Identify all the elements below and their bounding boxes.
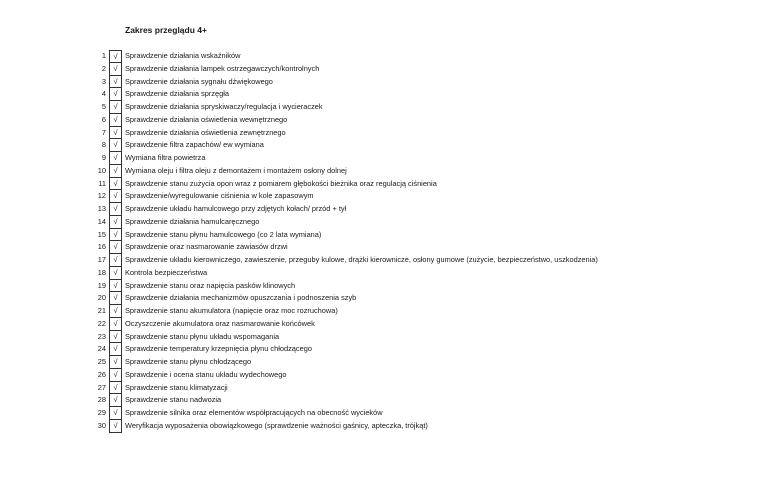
- checkmark-cell: √: [109, 382, 122, 395]
- item-description: Sprawdzenie działania wskaźników: [125, 51, 241, 60]
- row-number: 22: [97, 318, 106, 328]
- item-description: Sprawdzenie stanu klimatyzacji: [125, 382, 228, 392]
- checkmark-cell: √: [109, 420, 122, 433]
- item-description: Sprawdzenie działania oświetlenia wewnętrznego: [125, 114, 288, 124]
- row-number: 7: [101, 127, 106, 137]
- item-description: Sprawdzenie działania mechanizmów opuszczania i podnoszenia szyb: [125, 293, 357, 303]
- row-number: 6: [101, 114, 106, 124]
- checklist-row: [79, 216, 699, 229]
- item-description: Sprawdzenie działania hamulcaręcznego: [125, 216, 260, 226]
- checklist-row: [79, 356, 699, 369]
- item-description: Sprawdzenie filtra zapachów/ ew wymiana: [125, 140, 264, 150]
- checklist-row: [79, 203, 699, 216]
- checklist-row: [79, 229, 699, 242]
- checklist-row: [79, 152, 699, 165]
- item-description: Sprawdzenie oraz nasmarowanie zawiasów drzwi: [125, 242, 288, 252]
- checkmark-cell: √: [109, 63, 122, 76]
- item-description: Sprawdzenie stanu zużycia opon wraz z pomiarem głębokości bieżnika oraz regulacją ciśnienia: [125, 178, 437, 188]
- item-description: Sprawdzenie działania sygnału dźwiękowego: [125, 76, 273, 86]
- row-number: 12: [97, 191, 106, 201]
- item-description: Sprawdzenie działania lampek ostrzegawczych/kontrolnych: [125, 63, 320, 73]
- item-description: Weryfikacja wyposażenia obowiązkowego (sprawdzenie ważności gaśnicy, apteczka, trójkąt): [125, 420, 428, 430]
- checklist-row: [79, 280, 699, 293]
- row-number: 27: [97, 382, 106, 392]
- item-description: Sprawdzenie stanu płynu hamulcowego (co 2 lata wymiana): [125, 229, 322, 239]
- checkmark-cell: √: [109, 343, 122, 356]
- row-number: 2: [101, 63, 106, 73]
- checkmark-cell: √: [109, 101, 122, 114]
- checkmark-cell: √: [109, 165, 122, 178]
- checklist-row: [79, 50, 699, 63]
- checkmark-cell: √: [109, 127, 122, 140]
- checklist-row: [79, 382, 699, 395]
- checkmark-cell: √: [109, 190, 122, 203]
- row-number: 20: [97, 293, 106, 303]
- inspection-checklist: [79, 50, 699, 433]
- row-number: 11: [98, 178, 106, 188]
- row-number: 21: [97, 306, 106, 315]
- item-description: Sprawdzenie stanu płynu układu wspomagania: [125, 331, 280, 341]
- item-description: Sprawdzenie i ocena stanu układu wydechowego: [125, 369, 287, 379]
- checkmark-cell: √: [109, 178, 122, 191]
- checkmark-cell: √: [109, 203, 122, 216]
- item-description: Sprawdzenie działania oświetlenia zewnętrznego: [125, 127, 286, 137]
- row-number: 10: [97, 165, 106, 175]
- checklist-row: [79, 267, 699, 280]
- checkmark-cell: √: [109, 114, 122, 127]
- checklist-row: [79, 178, 699, 191]
- checkmark-cell: √: [109, 216, 122, 229]
- checklist-row: [79, 305, 699, 318]
- checkmark-cell: √: [109, 254, 122, 267]
- row-number: 28: [97, 395, 106, 405]
- checklist-row: [79, 76, 699, 89]
- checklist-row: [79, 114, 699, 127]
- checkmark-cell: √: [109, 394, 122, 407]
- item-description: Sprawdzenie stanu płynu chłodzącego: [125, 357, 252, 366]
- checklist-row: [79, 407, 699, 420]
- item-description: Sprawdzenie działania spryskiwaczy/regulacja i wycieraczek: [125, 102, 323, 111]
- row-number: 17: [97, 255, 106, 264]
- checklist-row: [79, 127, 699, 140]
- item-description: Sprawdzenie układu hamulcowego przy zdjętych kołach/ przód + tył: [125, 204, 347, 213]
- row-number: 29: [97, 408, 106, 417]
- checkmark-cell: √: [109, 356, 122, 369]
- row-number: 13: [97, 204, 106, 213]
- checklist-row: [79, 88, 699, 101]
- checkmark-cell: √: [109, 88, 122, 101]
- item-description: Sprawdzenie stanu nadwozia: [125, 395, 222, 405]
- checkmark-cell: √: [109, 139, 122, 152]
- item-description: Wymiana oleju i filtra oleju z demontażem i montażem osłony dolnej: [125, 165, 347, 175]
- checklist-row: [79, 254, 699, 267]
- item-description: Wymiana filtra powietrza: [125, 153, 206, 162]
- row-number: 3: [101, 76, 106, 86]
- item-description: Sprawdzenie silnika oraz elementów współpracujących na obecność wycieków: [125, 408, 383, 417]
- item-description: Sprawdzenie/wyregulowanie ciśnienia w kole zapasowym: [125, 191, 314, 201]
- checkmark-cell: √: [109, 369, 122, 382]
- row-number: 5: [101, 102, 106, 111]
- row-number: 23: [97, 331, 106, 341]
- checklist-row: [79, 420, 699, 433]
- item-description: Sprawdzenie działania sprzęgła: [125, 89, 229, 99]
- row-number: 15: [97, 229, 106, 239]
- checklist-row: [79, 101, 699, 114]
- checkmark-cell: √: [109, 267, 122, 280]
- checkmark-cell: √: [109, 50, 122, 63]
- checkmark-cell: √: [109, 407, 122, 420]
- page-title: Zakres przeglądu 4+: [125, 25, 207, 35]
- item-description: Sprawdzenie układu kierowniczego, zawieszenie, przeguby kulowe, drążki kierownicze, osłony gumowe (zużycie, bezpieczeństwo, uszkodzenia): [125, 255, 598, 264]
- checklist-row: [79, 394, 699, 407]
- checkmark-cell: √: [109, 331, 122, 344]
- item-description: Sprawdzenie stanu akumulatora (napięcie oraz moc rozruchowa): [125, 306, 338, 315]
- row-number: 25: [97, 357, 106, 366]
- item-description: Sprawdzenie temperatury krzepnięcia płynu chłodzącego: [125, 344, 312, 354]
- checkmark-cell: √: [109, 305, 122, 318]
- row-number: 18: [97, 267, 106, 277]
- item-description: Sprawdzenie stanu oraz napięcia pasków klinowych: [125, 280, 296, 290]
- row-number: 30: [97, 420, 106, 430]
- item-description: Kontrola bezpieczeństwa: [125, 267, 208, 277]
- row-number: 8: [101, 140, 106, 150]
- checkmark-cell: √: [109, 280, 122, 293]
- checklist-row: [79, 331, 699, 344]
- row-number: 16: [97, 242, 106, 252]
- item-description: Oczyszczenie akumulatora oraz nasmarowanie końcówek: [125, 318, 315, 328]
- checklist-row: [79, 318, 699, 331]
- checkmark-cell: √: [109, 241, 122, 254]
- checkmark-cell: √: [109, 76, 122, 89]
- checklist-row: [79, 63, 699, 76]
- checkmark-cell: √: [109, 292, 122, 305]
- checkmark-cell: √: [109, 229, 122, 242]
- checklist-row: [79, 241, 699, 254]
- row-number: 1: [101, 51, 106, 60]
- row-number: 14: [97, 216, 106, 226]
- checklist-row: [79, 369, 699, 382]
- row-number: 26: [97, 369, 106, 379]
- checkmark-cell: √: [109, 152, 122, 165]
- row-number: 4: [101, 89, 106, 99]
- checklist-row: [79, 292, 699, 305]
- checkmark-cell: √: [109, 318, 122, 331]
- checklist-row: [79, 165, 699, 178]
- checklist-row: [79, 190, 699, 203]
- checklist-row: [79, 343, 699, 356]
- checklist-row: [79, 139, 699, 152]
- row-number: 19: [97, 280, 106, 290]
- row-number: 9: [101, 153, 106, 162]
- row-number: 24: [97, 344, 106, 354]
